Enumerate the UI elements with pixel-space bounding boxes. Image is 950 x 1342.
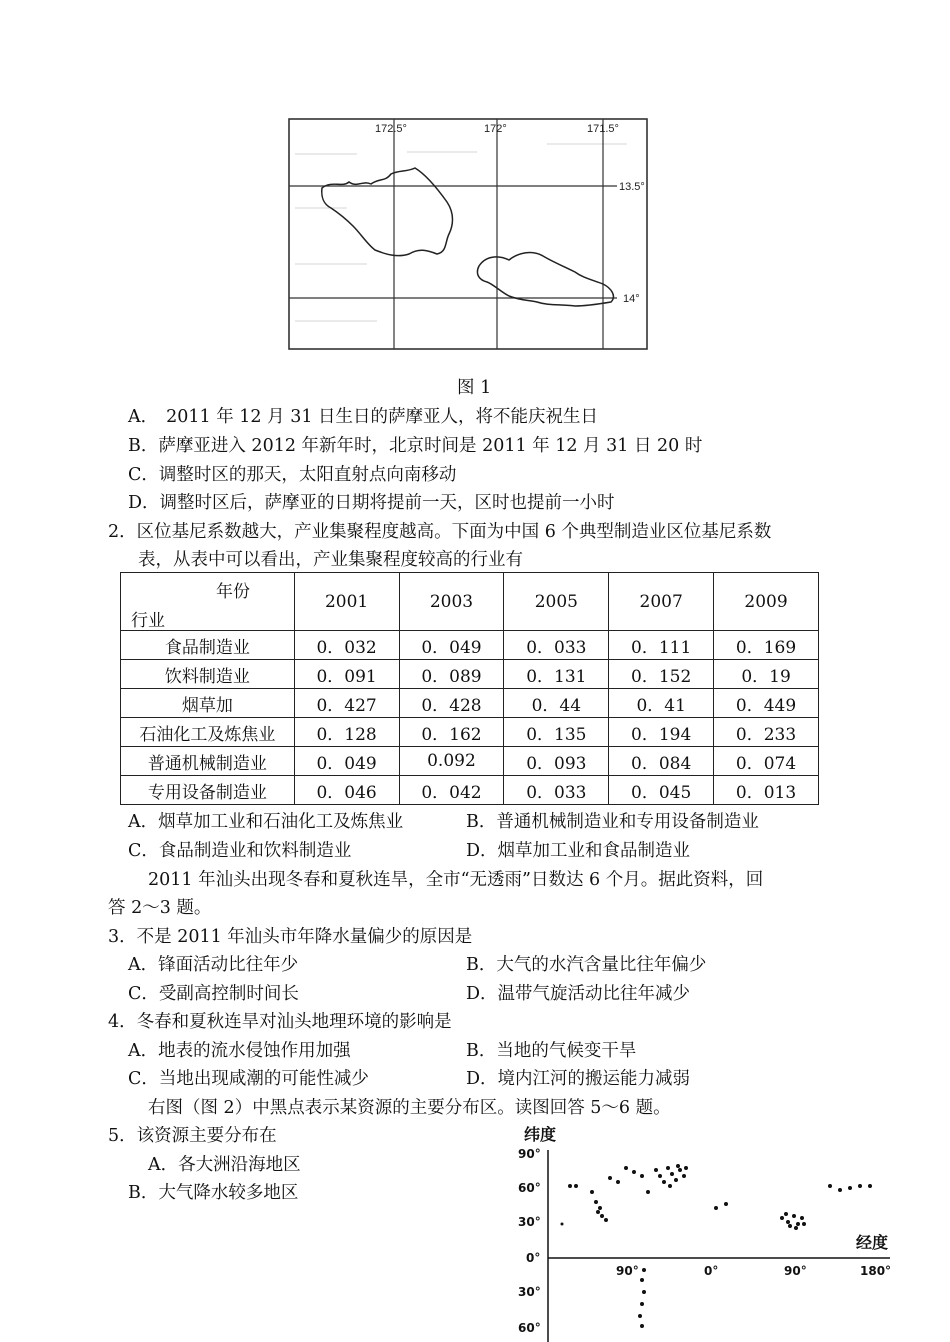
table-cell: 0．046 <box>294 776 399 805</box>
table-cell: 0．41 <box>609 689 714 718</box>
table-cell: 0．049 <box>399 631 504 660</box>
table-header-row <box>121 573 819 631</box>
table-cell: 0．042 <box>399 776 504 805</box>
lon-label-1725: 172.5° <box>375 123 407 135</box>
header-industry-label: 行业 <box>131 611 165 631</box>
shantou-intro-line1: 2011 年汕头出现冬春和夏秋连旱，全市“无透雨”日数达 6 个月。据此资料，回 <box>148 870 764 890</box>
x-axis-title: 经度 <box>856 1233 889 1252</box>
q1-option-d[interactable] <box>128 491 615 515</box>
table-cell: 0．032 <box>294 631 399 660</box>
table-cell: 0．045 <box>609 776 714 805</box>
lat-label-14: 14° <box>623 293 640 305</box>
table-row <box>121 718 819 747</box>
q4-stem: 4．冬春和夏秋连旱对汕头地理环境的影响是 <box>108 1012 452 1032</box>
table-row <box>121 689 819 718</box>
table-cell: 0．091 <box>294 660 399 689</box>
header-year-2005: 2005 <box>504 573 609 631</box>
header-year-2007: 2007 <box>609 573 714 631</box>
q5-option-b[interactable]: B．大气降水较多地区 <box>128 1183 299 1203</box>
row-industry-name: 石油化工及炼焦业 <box>121 718 295 747</box>
gini-coefficient-table <box>120 572 819 805</box>
table-cell: 0．013 <box>714 776 819 805</box>
table-cell: 0．428 <box>399 689 504 718</box>
y-tick-30n: 30° <box>518 1215 541 1229</box>
q1-option-c[interactable] <box>128 463 456 487</box>
table-row <box>121 660 819 689</box>
q1-option-a-letter: A． <box>128 407 159 427</box>
x-tick-0: 0° <box>704 1264 719 1278</box>
q1-option-c-letter: C． <box>128 465 159 485</box>
q5-stem: 5．该资源主要分布在 <box>108 1126 277 1146</box>
table-cell: 0．084 <box>609 747 714 776</box>
table-row <box>121 776 819 805</box>
lat-label-135: 13.5° <box>619 181 645 193</box>
q3-option-d[interactable]: D．温带气旋活动比往年减少 <box>466 984 691 1004</box>
table-cell: 0．169 <box>714 631 819 660</box>
q2-option-b[interactable]: B．普通机械制造业和专用设备制造业 <box>466 812 759 832</box>
q2-option-a[interactable]: A．烟草加工业和石油化工及炼焦业 <box>128 812 404 832</box>
y-tick-0: 0° <box>526 1251 541 1265</box>
row-industry-name: 食品制造业 <box>121 631 295 660</box>
x-tick-180: 180° <box>860 1264 892 1278</box>
table-cell: 0．162 <box>399 718 504 747</box>
q3-option-a[interactable]: A．锋面活动比往年少 <box>128 955 299 975</box>
q1-option-d-letter: D． <box>128 493 160 513</box>
figure-2-resource-distribution <box>510 1120 920 1342</box>
table-cell: 0．033 <box>504 776 609 805</box>
q1-option-b-letter: B． <box>128 436 159 456</box>
table-cell: 0．152 <box>609 660 714 689</box>
q1-option-d-text: 调整时区后，萨摩亚的日期将提前一天，区时也提前一小时 <box>159 493 615 513</box>
q1-option-a[interactable] <box>128 405 598 429</box>
q5-option-a[interactable]: A．各大洲沿海地区 <box>148 1155 301 1175</box>
figure-1-samoa-map <box>287 116 649 352</box>
table-cell: 0．449 <box>714 689 819 718</box>
q3-option-b[interactable]: B．大气的水汽含量比往年偏少 <box>466 955 707 975</box>
y-tick-60n: 60° <box>518 1181 541 1195</box>
table-cell: 0．44 <box>504 689 609 718</box>
row-industry-name: 烟草加 <box>121 689 295 718</box>
table-cell: 0．135 <box>504 718 609 747</box>
header-diagonal-cell <box>121 573 295 631</box>
table-cell: 0．427 <box>294 689 399 718</box>
q3-stem: 3．不是 2011 年汕头市年降水量偏少的原因是 <box>108 927 473 947</box>
y-tick-30s: 30° <box>518 1285 541 1299</box>
q2-option-d[interactable]: D．烟草加工业和食品制造业 <box>466 841 691 861</box>
header-year-2009: 2009 <box>714 573 819 631</box>
q2-stem-line2: 表，从表中可以看出，产业集聚程度较高的行业有 <box>138 550 523 570</box>
q1-option-c-text: 调整时区的那天，太阳直射点向南移动 <box>158 465 457 485</box>
q4-option-c[interactable]: C．当地出现咸潮的可能性减少 <box>128 1069 369 1089</box>
q4-option-b[interactable]: B．当地的气候变干旱 <box>466 1041 637 1061</box>
table-cell: 0．093 <box>504 747 609 776</box>
table-cell: 0．128 <box>294 718 399 747</box>
q1-option-a-text: 2011 年 12 月 31 日生日的萨摩亚人，将不能庆祝生日 <box>166 407 599 427</box>
header-year-label: 年份 <box>216 582 250 602</box>
q4-option-d[interactable]: D．境内江河的搬运能力减弱 <box>466 1069 691 1089</box>
row-industry-name: 饮料制造业 <box>121 660 295 689</box>
table-cell: 0.092 <box>399 747 504 776</box>
q1-option-b[interactable] <box>128 434 702 458</box>
table-cell: 0．049 <box>294 747 399 776</box>
q1-option-b-text: 萨摩亚进入 2012 年新年时，北京时间是 2011 年 12 月 31 日 20 时 <box>158 436 703 456</box>
table-row <box>121 747 819 776</box>
figure-1-caption: 图 1 <box>457 378 492 398</box>
q2-option-c[interactable]: C．食品制造业和饮料制造业 <box>128 841 352 861</box>
table-cell: 0．233 <box>714 718 819 747</box>
table-row <box>121 631 819 660</box>
header-year-2001: 2001 <box>294 573 399 631</box>
table-cell: 0．089 <box>399 660 504 689</box>
table-cell: 0．033 <box>504 631 609 660</box>
y-axis-title: 纬度 <box>524 1125 557 1144</box>
x-tick-90e: 90° <box>784 1264 807 1278</box>
lon-label-172: 172° <box>484 123 507 135</box>
q3-option-c[interactable]: C．受副高控制时间长 <box>128 984 299 1004</box>
q4-option-a[interactable]: A．地表的流水侵蚀作用加强 <box>128 1041 351 1061</box>
header-year-2003: 2003 <box>399 573 504 631</box>
table-cell: 0．074 <box>714 747 819 776</box>
q2-stem-line1: 2．区位基尼系数越大，产业集聚程度越高。下面为中国 6 个典型制造业区位基尼系数 <box>108 522 772 542</box>
table-cell: 0．111 <box>609 631 714 660</box>
shantou-intro-line2: 答 2～3 题。 <box>108 898 212 918</box>
y-tick-60s: 60° <box>518 1321 541 1335</box>
y-tick-90n: 90° <box>518 1147 541 1161</box>
lon-label-1715: 171.5° <box>587 123 619 135</box>
table-cell: 0．131 <box>504 660 609 689</box>
figure-2-intro: 右图（图 2）中黑点表示某资源的主要分布区。读图回答 5～6 题。 <box>148 1098 671 1118</box>
table-cell: 0．194 <box>609 718 714 747</box>
table-cell: 0．19 <box>714 660 819 689</box>
row-industry-name: 普通机械制造业 <box>121 747 295 776</box>
x-tick-90w: 90° <box>616 1264 639 1278</box>
row-industry-name: 专用设备制造业 <box>121 776 295 805</box>
